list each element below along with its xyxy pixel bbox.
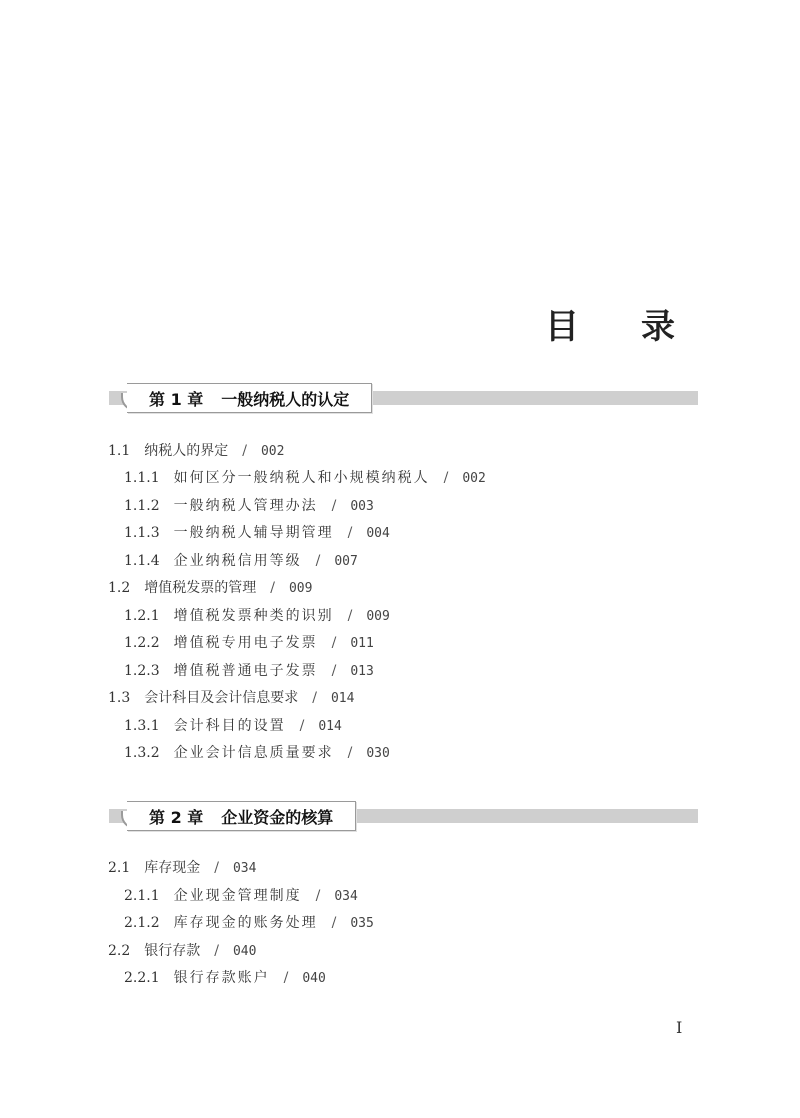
entry-page: 002 — [260, 444, 285, 459]
entry-page: 009 — [288, 581, 313, 596]
entry-separator: / — [315, 888, 321, 904]
entry-separator: / — [299, 718, 305, 734]
chapter-number: 第 1 章 — [149, 389, 204, 409]
page-number: I — [676, 1018, 683, 1037]
toc-entry-subsection[interactable] — [124, 886, 358, 906]
entry-number: 1.2.1 — [124, 608, 160, 624]
entry-number: 1.3 — [108, 690, 131, 706]
entry-title: 一般纳税人管理办法 — [173, 498, 318, 514]
entry-page: 014 — [330, 691, 355, 706]
entry-page: 034 — [232, 861, 257, 876]
toc-entry-subsection[interactable] — [124, 913, 374, 933]
entry-number: 2.2 — [108, 943, 131, 959]
toc-entry-subsection[interactable] — [124, 633, 374, 653]
chapter-number: 第 2 章 — [149, 807, 204, 827]
entry-page: 004 — [366, 526, 390, 541]
toc-entry-subsection[interactable] — [124, 661, 374, 681]
title-char-1: 目 — [545, 306, 579, 347]
entry-separator: / — [331, 915, 337, 931]
chapter-tab — [127, 383, 372, 413]
toc-entry-subsection[interactable] — [124, 523, 390, 543]
entry-number: 1.2.3 — [124, 663, 160, 679]
chapter-2-header — [109, 801, 698, 831]
chapter-1-header — [109, 383, 698, 413]
entry-title: 会计科目及会计信息要求 — [144, 690, 299, 706]
page-title — [545, 298, 675, 348]
toc-entry-subsection[interactable] — [124, 468, 486, 488]
entry-separator: / — [312, 690, 317, 706]
entry-number: 1.1.1 — [124, 470, 160, 486]
entry-title: 库存现金 — [144, 860, 201, 876]
toc-entry-section[interactable] — [108, 441, 284, 461]
entry-number: 1.3.1 — [124, 718, 160, 734]
entry-separator: / — [315, 553, 321, 569]
entry-title: 企业现金管理制度 — [173, 888, 302, 904]
entry-number: 1.1.2 — [124, 498, 160, 514]
title-char-2: 录 — [641, 306, 675, 347]
entry-title: 纳税人的界定 — [144, 443, 229, 459]
entry-page: 014 — [318, 719, 342, 734]
entry-title: 一般纳税人辅导期管理 — [173, 525, 334, 541]
entry-title: 增值税普通电子发票 — [173, 663, 318, 679]
entry-number: 2.1 — [108, 860, 131, 876]
entry-number: 2.1.2 — [124, 915, 160, 931]
entry-number: 1.1.3 — [124, 525, 160, 541]
entry-number: 1.2 — [108, 580, 131, 596]
entry-page: 002 — [462, 471, 486, 486]
entry-separator: / — [214, 860, 219, 876]
entry-title: 企业会计信息质量要求 — [173, 745, 334, 761]
toc-entry-section[interactable] — [108, 941, 256, 961]
entry-title: 库存现金的账务处理 — [173, 915, 318, 931]
entry-number: 1.1.4 — [124, 553, 160, 569]
entry-title: 如何区分一般纳税人和小规模纳税人 — [173, 470, 430, 486]
entry-separator: / — [443, 470, 449, 486]
entry-separator: / — [270, 580, 275, 596]
entry-page: 011 — [350, 636, 374, 651]
entry-separator: / — [331, 635, 337, 651]
toc-entry-subsection[interactable] — [124, 551, 358, 571]
toc-entry-subsection[interactable] — [124, 968, 326, 988]
entry-page: 013 — [350, 664, 374, 679]
entry-title: 增值税专用电子发票 — [173, 635, 318, 651]
chapter-title: 企业资金的核算 — [221, 807, 334, 827]
entry-title: 企业纳税信用等级 — [173, 553, 302, 569]
entry-separator: / — [347, 608, 353, 624]
entry-number: 2.1.1 — [124, 888, 160, 904]
entry-title: 增值税发票种类的识别 — [173, 608, 334, 624]
toc-entry-subsection[interactable] — [124, 496, 374, 516]
entry-number: 1.3.2 — [124, 745, 160, 761]
entry-separator: / — [331, 498, 337, 514]
toc-entry-subsection[interactable] — [124, 716, 342, 736]
chapter-title: 一般纳税人的认定 — [221, 389, 350, 409]
toc-entry-section[interactable] — [108, 858, 256, 878]
entry-separator: / — [214, 943, 219, 959]
entry-number: 1.1 — [108, 443, 131, 459]
toc-entry-subsection[interactable] — [124, 606, 390, 626]
entry-page: 034 — [334, 889, 358, 904]
entry-number: 2.2.1 — [124, 970, 160, 986]
entry-page: 009 — [366, 609, 390, 624]
entry-title: 增值税发票的管理 — [144, 580, 257, 596]
entry-page: 040 — [232, 944, 257, 959]
chapter-tab — [127, 801, 356, 831]
entry-number: 1.2.2 — [124, 635, 160, 651]
entry-page: 030 — [366, 746, 390, 761]
entry-title: 会计科目的设置 — [173, 718, 286, 734]
entry-separator: / — [347, 745, 353, 761]
toc-entry-section[interactable] — [108, 578, 312, 598]
entry-separator: / — [242, 443, 247, 459]
entry-page: 035 — [350, 916, 374, 931]
entry-separator: / — [347, 525, 353, 541]
entry-page: 003 — [350, 499, 374, 514]
entry-page: 007 — [334, 554, 358, 569]
entry-separator: / — [283, 970, 289, 986]
entry-page: 040 — [302, 971, 326, 986]
toc-entry-section[interactable] — [108, 688, 354, 708]
entry-title: 银行存款账户 — [173, 970, 270, 986]
toc-entry-subsection[interactable] — [124, 743, 390, 763]
entry-title: 银行存款 — [144, 943, 201, 959]
entry-separator: / — [331, 663, 337, 679]
